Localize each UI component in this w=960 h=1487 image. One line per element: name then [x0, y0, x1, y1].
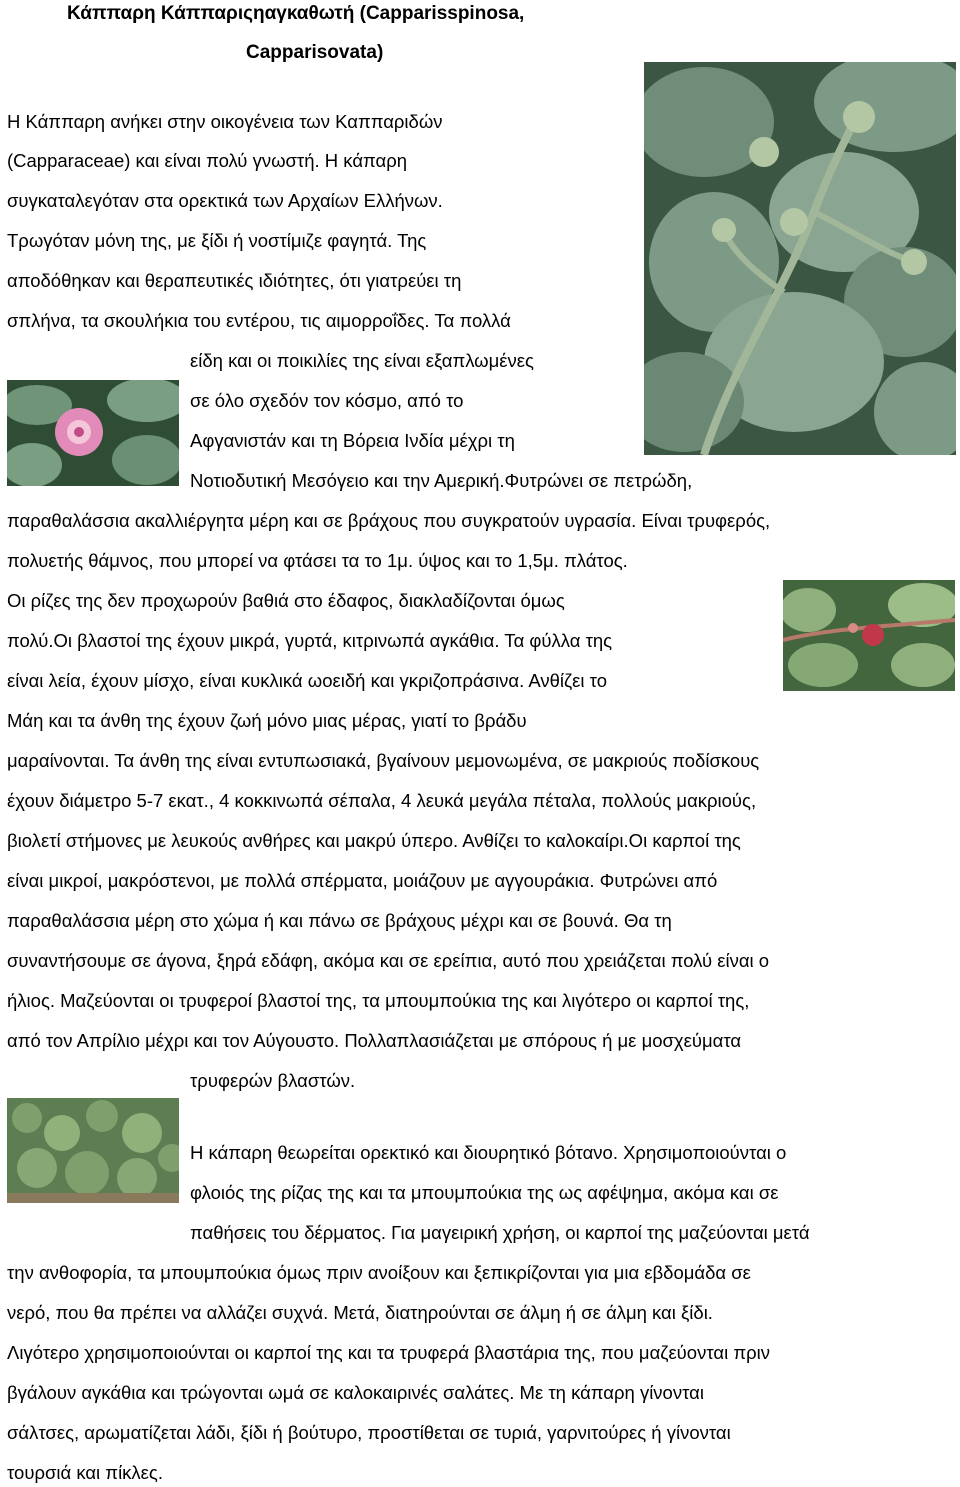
body-text-line: αποδόθηκαν και θεραπευτικές ιδιότητες, ότι γιατρεύει τη [7, 270, 462, 291]
body-text-line: είναι μικροί, μακρόστενοι, με πολλά σπέρματα, μοιάζουν με αγγουράκια. Φυτρώνει από [7, 870, 718, 891]
body-text-line: ήλιος. Μαζεύονται οι τρυφεροί βλαστοί της, τα μπουμπούκια της και λιγότερο οι καρποί της, [7, 990, 750, 1011]
body-text-line: τρυφερών βλαστών. [190, 1070, 356, 1091]
page-title-line-1: Κάππαρη Κάππαριςηαγκαθωτή (Capparisspinosa, [67, 3, 525, 24]
body-text-line: Αφγανιστάν και τη Βόρεια Ινδία μέχρι τη [190, 430, 515, 451]
caper-fruit-photo [783, 580, 955, 691]
body-text-line: συγκαταλεγόταν στα ορεκτικά των Αρχαίων Ελλήνων. [7, 190, 443, 211]
body-text-line: παραθαλάσσια μέρη στο χώμα ή και πάνω σε βράχους μέχρι και σε βουνά. Θα τη [7, 910, 672, 931]
body-text-line: την ανθοφορία, τα μπουμπούκια όμως πριν ανοίξουν και ξεπικρίζονται για μια εβδομάδα σε [7, 1262, 751, 1283]
body-text-line: Η κάπαρη θεωρείται ορεκτικό και διουρητικό βότανο. Χρησιμοποιούνται ο [190, 1142, 787, 1163]
body-text-line: σπλήνα, τα σκουλήκια του εντέρου, τις αιμορροΐδες. Τα πολλά [7, 310, 511, 331]
body-text-line: (Capparaceae) και είναι πολύ γνωστή. Η κάπαρη [7, 150, 408, 171]
body-text-line: σε όλο σχεδόν τον κόσμο, από το [190, 390, 464, 411]
body-text-line: συναντήσουμε σε άγονα, ξηρά εδάφη, ακόμα και σε ερείπια, αυτό που χρειάζεται πολύ είναι ο [7, 950, 770, 971]
body-text-line: σάλτσες, αρωματίζεται λάδι, ξίδι ή βούτυρο, προστίθεται σε τυριά, γαρνιτούρες ή γίνονται [7, 1422, 731, 1443]
body-text-line: βιολετί στήμονες με λευκούς ανθήρες και μακρύ ύπερο. Ανθίζει το καλοκαίρι.Οι καρποί της [7, 830, 741, 851]
body-text-line: είδη και οι ποικιλίες της είναι εξαπλωμένες [190, 350, 534, 371]
body-text-line: πολύ.Οι βλαστοί της έχουν μικρά, γυρτά, κιτρινωπά αγκάθια. Τα φύλλα της [7, 630, 613, 651]
page-title-line-2: Capparisovata) [246, 42, 384, 63]
body-text-line: Νοτιοδυτική Μεσόγειο και την Αμερική.Φυτρώνει σε πετρώδη, [190, 470, 693, 491]
body-text-line: από τον Απρίλιο μέχρι και τον Αύγουστο. Πολλαπλασιάζεται με σπόρους ή με μοσχεύματα [7, 1030, 742, 1051]
body-text-line: Η Κάππαρη ανήκει στην οικογένεια των Καππαριδών [7, 111, 443, 132]
body-text-line: παθήσεις του δέρματος. Για μαγειρική χρήση, οι καρποί της μαζεύονται μετά [190, 1222, 810, 1243]
caper-flower-photo [7, 380, 179, 486]
body-text-line: Μάη και τα άνθη της έχουν ζωή μόνο μιας μέρας, γιατί το βράδυ [7, 710, 527, 731]
body-text-line: έχουν διάμετρο 5-7 εκατ., 4 κοκκινωπά σέπαλα, 4 λευκά μεγάλα πέταλα, πολλούς μακριούς, [7, 790, 757, 811]
body-text-line: τουρσιά και πίκλες. [7, 1462, 163, 1483]
body-text-line: πολυετής θάμνος, που μπορεί να φτάσει τα το 1μ. ύψος και το 1,5μ. πλάτος. [7, 550, 628, 571]
body-text-line: είναι λεία, έχουν μίσχο, είναι κυκλικά ωοειδή και γκριζοπράσινα. Ανθίζει το [7, 670, 607, 691]
body-text-line: νερό, που θα πρέπει να αλλάζει συχνά. Μετά, διατηρούνται σε άλμη ή σε άλμη και ξίδι. [7, 1302, 713, 1323]
body-text-line: Οι ρίζες της δεν προχωρούν βαθιά στο έδαφος, διακλαδίζονται όμως [7, 590, 565, 611]
body-text-line: Τρωγόταν μόνη της, με ξίδι ή νοστίμιζε φαγητά. Της [7, 230, 427, 251]
body-text-line: φλοιός της ρίζας της και τα μπουμπούκια της ως αφέψημα, ακόμα και σε [190, 1182, 779, 1203]
body-text-line: βγάλουν αγκάθια και τρώγονται ωμά σε καλοκαιρινές σαλάτες. Με τη κάπαρη γίνονται [7, 1382, 704, 1403]
body-text-line: παραθαλάσσια ακαλλιέργητα μέρη και σε βράχους που συγκρατούν υγρασία. Είναι τρυφερός, [7, 510, 771, 531]
caper-bush-photo [7, 1098, 179, 1203]
body-text-line: μαραίνονται. Τα άνθη της είναι εντυπωσιακά, βγαίνουν μεμονωμένα, σε μακριούς ποδίσκους [7, 750, 760, 771]
caper-buds-photo [644, 62, 956, 455]
body-text-line: Λιγότερο χρησιμοποιούνται οι καρποί της και τα τρυφερά βλαστάρια της, που μαζεύονται πριν [7, 1342, 770, 1363]
